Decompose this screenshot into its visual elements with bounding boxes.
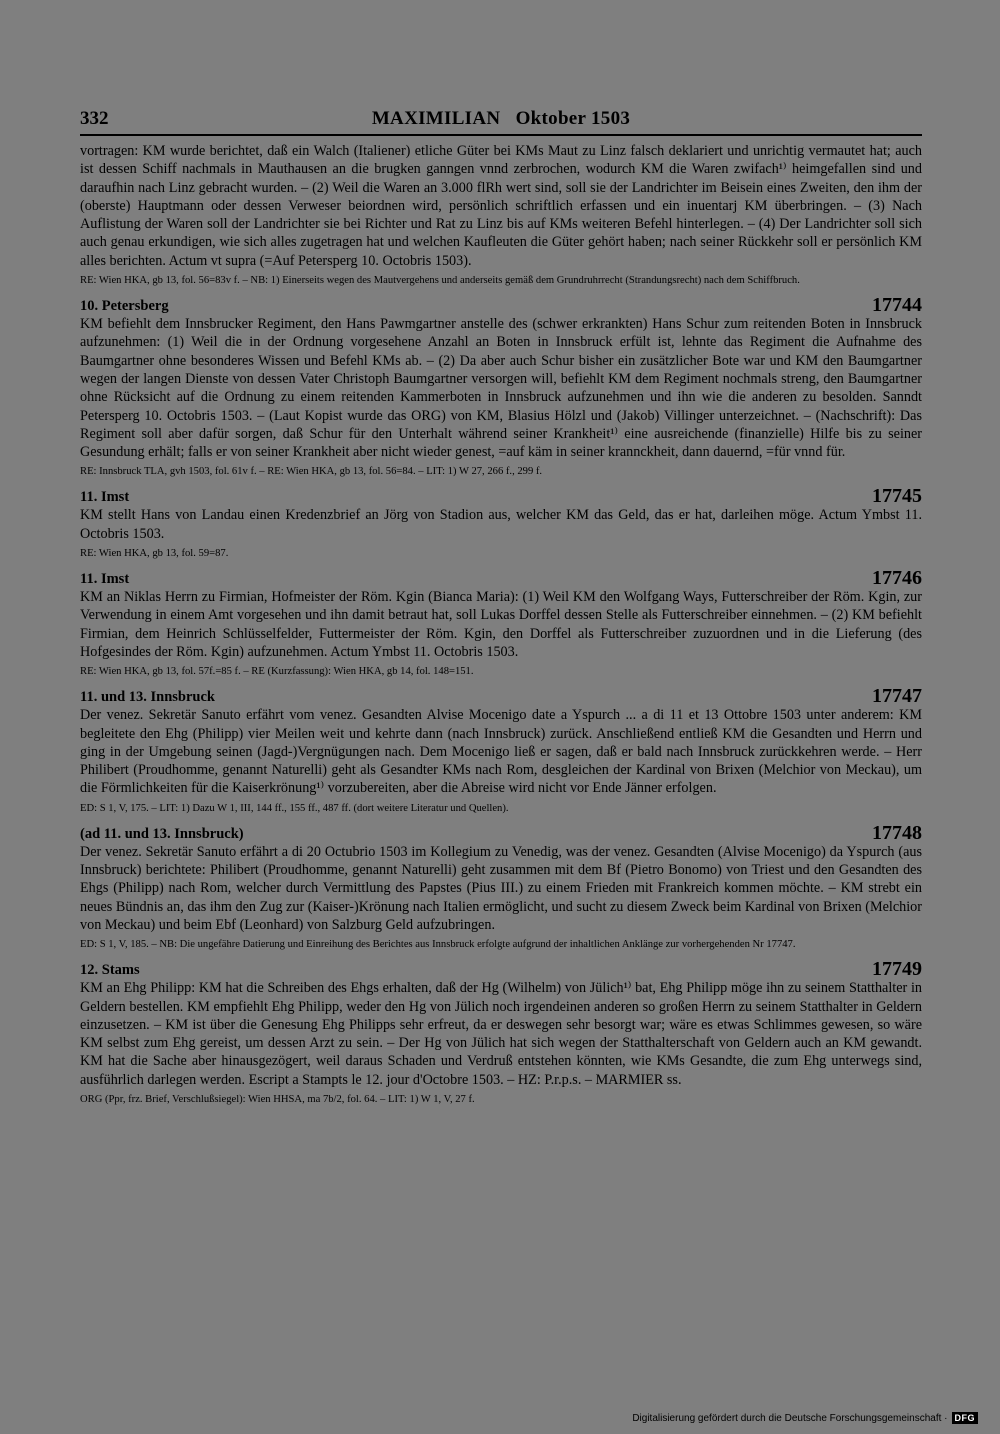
entry-17745 [80, 487, 922, 560]
entry-source: RE: Wien HKA, gb 13, fol. 56=83v f. – NB: 1) Einerseits wegen des Mautvergehens und anderseits gemäß dem Grundruhrrecht (Strandungsrecht) nach dem Schiffbruch. [80, 275, 800, 287]
entry-number: 17748 [872, 821, 922, 844]
entry-17746 [80, 569, 922, 678]
entry-source: ED: S 1, V, 185. – NB: Die ungefähre Datierung und Einreihung des Berichtes aus Innsbruck erfolgte aufgrund der inhaltlichen Anklänge zur vorhergehenden Nr 17747. [80, 939, 796, 951]
entry-header [80, 960, 922, 979]
entry-17749 [80, 960, 922, 1106]
entry-source: RE: Wien HKA, gb 13, fol. 57f.=85 f. – RE (Kurzfassung): Wien HKA, gb 14, fol. 148=151. [80, 666, 474, 678]
funding-note: Digitalisierung gefördert durch die Deutsche Forschungsgemeinschaft · [632, 1412, 948, 1424]
entry-number: 17745 [872, 485, 922, 508]
entry-text: KM an Ehg Philipp: KM hat die Schreiben des Ehgs erhalten, daß der Hg (Wilhelm) von Jülich¹⁾ bat, Ehg Philipp möge ihn zu seinem Statthalter in Geldern bestellen. KM empfiehlt Ehg Philipp, weder den Hg von Jülich noch irgendeinen anderen so großen Herrn zu seinem Statthalter in Geldern einzusetzen. – KM ist über die Genesung Ehg Philipps sehr erfreut, da er deswegen sehr besorgt war; wäre es etwas Schlimmes gewesen, so wäre KM selbst zum Ehg gereist, um dessen Arzt zu sein. – Der Hg von Jülich hat sich wegen der Statthalterschaft von Geldern auch an KM gewandt. KM hat die Sache aber hinausgezögert, weil daraus Schaden und Verdruß entstehen könnten, wie KMs Gesandte, die zum Ehg unterwegs sind, ausführlich darlegen werden. Escript a Stampts le 12. jour d'Octobre 1503. – HZ: P.r.p.s. – MARMIER ss. [80, 980, 922, 1088]
entry-number: 17746 [872, 567, 922, 590]
entry-17748 [80, 821, 922, 951]
entry-date-place: (ad 11. und 13. Innsbruck) [80, 825, 244, 842]
entry-text: Der venez. Sekretär Sanuto erfährt vom venez. Gesandten Alvise Mocenigo date a Yspurch ... a di 11 et 13 Ottobre 1503 unter anderem: KM begleitete den Ehg (Philipp) vier Meilen weit und kehrte dann (nach Innsbruck) zurück. Anschließend entließ KM die Gesandten und Herrn und ging in der Umgebung seinen (Jagd-)Vergnügungen nach. Dem Mocenigo ließ er sagen, daß er bald nach Innsbruck zurückkehren werde. – Herr Philibert (Proudhomme, genannt Naturelli) geht als Gesandter KMs nach Rom, desgleichen der Kardinal von Brixen (Melchior von Meckau), um die Förmlichkeiten für die Kaiserkrönung¹⁾ vorzubereiten, aber die Abreise wird nicht vor Ende Jänner erfolgen. [80, 707, 922, 797]
entry-text: KM stellt Hans von Landau einen Kredenzbrief an Jörg von Stadion aus, welcher KM das Geld, das er hat, darleihen möge. Actum Ymbst 11. Octobris 1503. [80, 507, 922, 542]
entry-header [80, 687, 922, 706]
entry-date-place: 11. Imst [80, 571, 130, 588]
entry-date-place: 12. Stams [80, 962, 140, 979]
page-number: 332 [80, 108, 109, 129]
funding-footer [632, 1412, 978, 1424]
entry-17747 [80, 687, 922, 814]
entry-text: KM befiehlt dem Innsbrucker Regiment, den Hans Pawmgartner anstelle des (schwer erkrankten) Hans Schur zum reitenden Boten in Innsbruck aufzunehmen: (1) Weil die in der Ordnung vorgesehene Anzahl an Boten in Innsbruck erfült ist, lehnte das Regiment die Aufnahme des Baumgartner ohne besonderes Wissen und Befehl KMs ab. – (2) Da aber auch Schur bisher ein zusätzlicher Bote war und KM den Baumgartner wegen der langen Dienste von dessen Vater Christoph Baumgartner versorgen will, befiehlt KM dem Regiment nochmals streng, den Baumgartner ohne Rücksicht auf die Ordnung zu einem reitenden Kammerboten in Innsbruck aufzunehmen und ihn wie die anderen zu besolden. Sanndt Petersperg 10. Octobris 1503. – (Laut Kopist wurde das ORG) von KM, Blasius Hölzl und (Jakob) Villinger unterzeichnet. – (Nachschrift): Das Regiment soll aber dafür sorgen, daß Schur für den Unterhalt während seiner Krankheit¹⁾ eine ausreichende (finanzielle) Hilfe bis zu seiner Gesundung erhält; falls er von seiner Krankheit aber nicht wieder genest, =auf käm in seiner krannckheit, dann dauernd, =für vnnd für. [80, 316, 922, 461]
entry-date-place: 11. Imst [80, 489, 130, 506]
entry-header [80, 821, 922, 844]
entry-number: 17747 [872, 685, 922, 708]
entry-source: RE: Wien HKA, gb 13, fol. 59=87. [80, 548, 229, 560]
entry-text: Der venez. Sekretär Sanuto erfährt a di 20 Octubrio 1503 im Kollegium zu Venedig, was der venez. Gesandten (Alvise Mocenigo) da Yspurch (aus Innsbruck) berichtete: Philibert (Proudhomme, genannt Naturelli) geht zusammen mit dem Bf (Pietro Bonomo) von Triest und den Gesandten des Ehgs (Philipp) nach Rom, welcher durch Vermittlung des Papstes (Pius III.) zu einem Frieden mit Frankreich kommen möchte. – KM strebt ein neues Bündnis an, das ihm den Zug zur (Kaiser-)Krönung nach Italien ermöglicht, und sucht zu diesem Zweck beim Kardinal von Brixen (Melchior von Meckau) und beim Ebf (Leonhard) von Salzburg Geld aufzubringen. [80, 843, 922, 933]
entry-source: ED: S 1, V, 175. – LIT: 1) Dazu W 1, III, 144 ff., 155 ff., 487 ff. (dort weitere Literatur und Quellen). [80, 802, 509, 814]
entry-header [80, 569, 922, 588]
page-header [80, 100, 922, 136]
entry-header [80, 296, 922, 315]
entry-text: vortragen: KM wurde berichtet, daß ein Walch (Italiener) etliche Güter bei KMs Maut zu Linz falsch deklariert und unrichtig vermautet hat; auch ist dessen Schiff nachmals in Mauthausen an die brugken ganngen vnnd zerbrochen, wodurch KM die Waren zwifach¹⁾ heimgefallen sind und daraufhin nach Linz gebracht wurden. – (2) Weil die Waren an 3.000 flRh wert sind, soll sie der Landrichter im Beisein eines Zweiten, den ihm der (oberste) Hauptmann oder dessen Verweser beiordnen wird, persönlich schriftlich erfassen und ein inuentarj KM überbringen. – (3) Nach Auflistung der Waren soll der Landrichter sie bei Richter und Rat zu Linz bis auf KMs weiteren Befehl hinterlegen. – (4) Der Landrichter soll sich auch genau erkundigen, wie sich alles zugetragen hat und welchen Kaufleuten die Güter gehört haben; nach seiner Rückkehr soll er persönlich KM alles berichten. Actum vt supra (=Auf Petersperg 10. Octobris 1503). [80, 143, 922, 269]
entry-text: KM an Niklas Herrn zu Firmian, Hofmeister der Röm. Kgin (Bianca Maria): (1) Weil KM den Wolfgang Ways, Futterschreiber der Röm. Kgin, zur Verwendung in einem Amt vorgesehen und ihn damit betraut hat, soll Lukas Dorffel dessen Stelle als Futterschreiber einnehmen. – (2) KM befiehlt Firmian, dem Heinrich Schlüsselfelder, Futtermeister der Röm. Kgin, den Dorffel als Futterschreiber zuzuordnen und in die Lieferung (des Hofgesindes der Röm. Kgin) aufzunehmen. Actum Ymbst 11. Octobris 1503. [80, 589, 922, 660]
entry-date-place: 11. und 13. Innsbruck [80, 689, 215, 706]
entry-number: 17749 [872, 958, 922, 981]
entry-date-place: 10. Petersberg [80, 298, 169, 315]
entry-header [80, 487, 922, 506]
dfg-logo: DFG [952, 1412, 979, 1424]
entry-source: RE: Innsbruck TLA, gvh 1503, fol. 61v f. – RE: Wien HKA, gb 13, fol. 56=84. – LIT: 1) W 27, 266 f., 299 f. [80, 466, 543, 478]
entry-source: ORG (Ppr, frz. Brief, Verschlußsiegel): Wien HHSA, ma 7b/2, fol. 64. – LIT: 1) W 1, V, 27 f. [80, 1093, 475, 1105]
running-title: MAXIMILIAN Oktober 1503 [371, 108, 631, 129]
entry-17744 [80, 296, 922, 478]
document-page [80, 100, 922, 1106]
entry-number: 17744 [872, 294, 922, 317]
continued-entry [80, 142, 922, 287]
